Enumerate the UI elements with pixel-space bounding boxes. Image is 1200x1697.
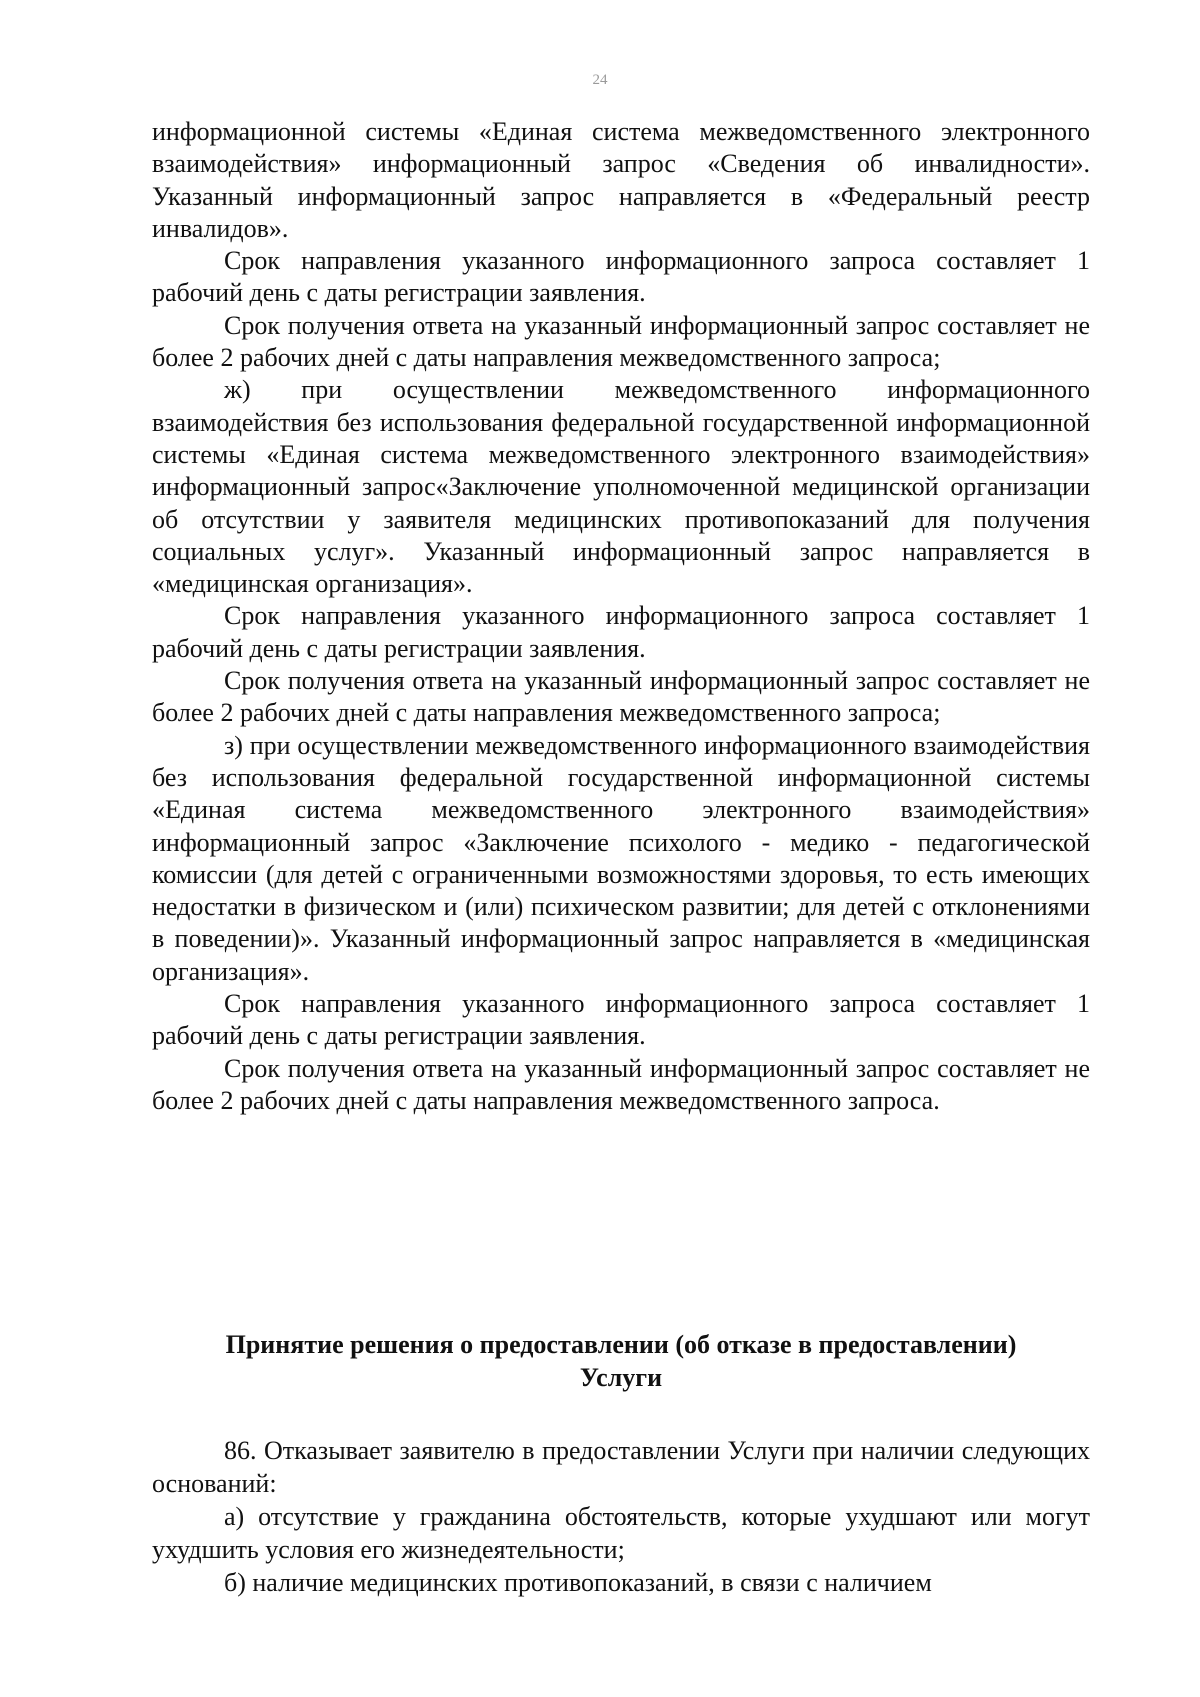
paragraph-item-zh: ж) при осуществлении межведомственного информационного взаимодействия без использования федеральной государственной информационной системы «Единая система межведомственного электронного взаимодействия» информационный запрос«Заключение уполномоченной медицинской организации об отсутствии у заявителя медицинских противопоказаний для получения социальных услуг». Указанный информационный запрос направляется в «медицинская организация». xyxy=(152,375,1090,599)
paragraph-item-a: а) отсутствие у гражданина обстоятельств, которые ухудшают или могут ухудшить условия его жизнедеятельности; xyxy=(152,1502,1090,1564)
paragraph: Срок получения ответа на указанный информационный запрос составляет не более 2 рабочих дней с даты направления межведомственного запроса. xyxy=(152,1053,1090,1115)
section-body xyxy=(152,1434,1090,1599)
page-number: 24 xyxy=(592,72,608,88)
section-heading-line: Принятие решения о предоставлении (об отказе в предоставлении) xyxy=(225,1330,1017,1359)
paragraph: Срок получения ответа на указанный информационный запрос составляет не более 2 рабочих дней с даты направления межведомственного запроса; xyxy=(152,310,1090,373)
paragraph-item-b: б) наличие медицинских противопоказаний, в связи с наличием xyxy=(224,1568,932,1597)
paragraph: Срок направления указанного информационного запроса составляет 1 рабочий день с даты регистрации заявления. xyxy=(152,246,1090,308)
paragraph: Срок направления указанного информационного запроса составляет 1 рабочий день с даты регистрации заявления. xyxy=(152,989,1090,1051)
paragraph: Срок направления указанного информационного запроса составляет 1 рабочий день с даты регистрации заявления. xyxy=(152,601,1090,663)
paragraph-86: 86. Отказывает заявителю в предоставлении Услуги при наличии следующих оснований: xyxy=(152,1436,1090,1498)
section-heading-line: Услуги xyxy=(579,1363,663,1392)
section-heading xyxy=(152,1328,1090,1394)
document-body xyxy=(152,116,1090,1117)
paragraph: информационной системы «Единая система межведомственного электронного взаимодействия» информационный запрос «Сведения об инвалидности». Указанный информационный запрос направляется в «Федеральный реестр инвалидов». xyxy=(152,117,1090,243)
paragraph-item-z: з) при осуществлении межведомственного информационного взаимодействия без использования федеральной государственной информационной системы «Единая система межведомственного электронного взаимодействия» информационный запрос «Заключение психолого - медико - педагогической комиссии (для детей с ограниченными возможностями здоровья, то есть имеющих недостатки в физическом и (или) психическом развитии; для детей с отклонениями в поведении)». Указанный информационный запрос направляется в «медицинская организация». xyxy=(152,730,1090,986)
paragraph: Срок получения ответа на указанный информационный запрос составляет не более 2 рабочих дней с даты направления межведомственного запроса; xyxy=(152,666,1090,728)
